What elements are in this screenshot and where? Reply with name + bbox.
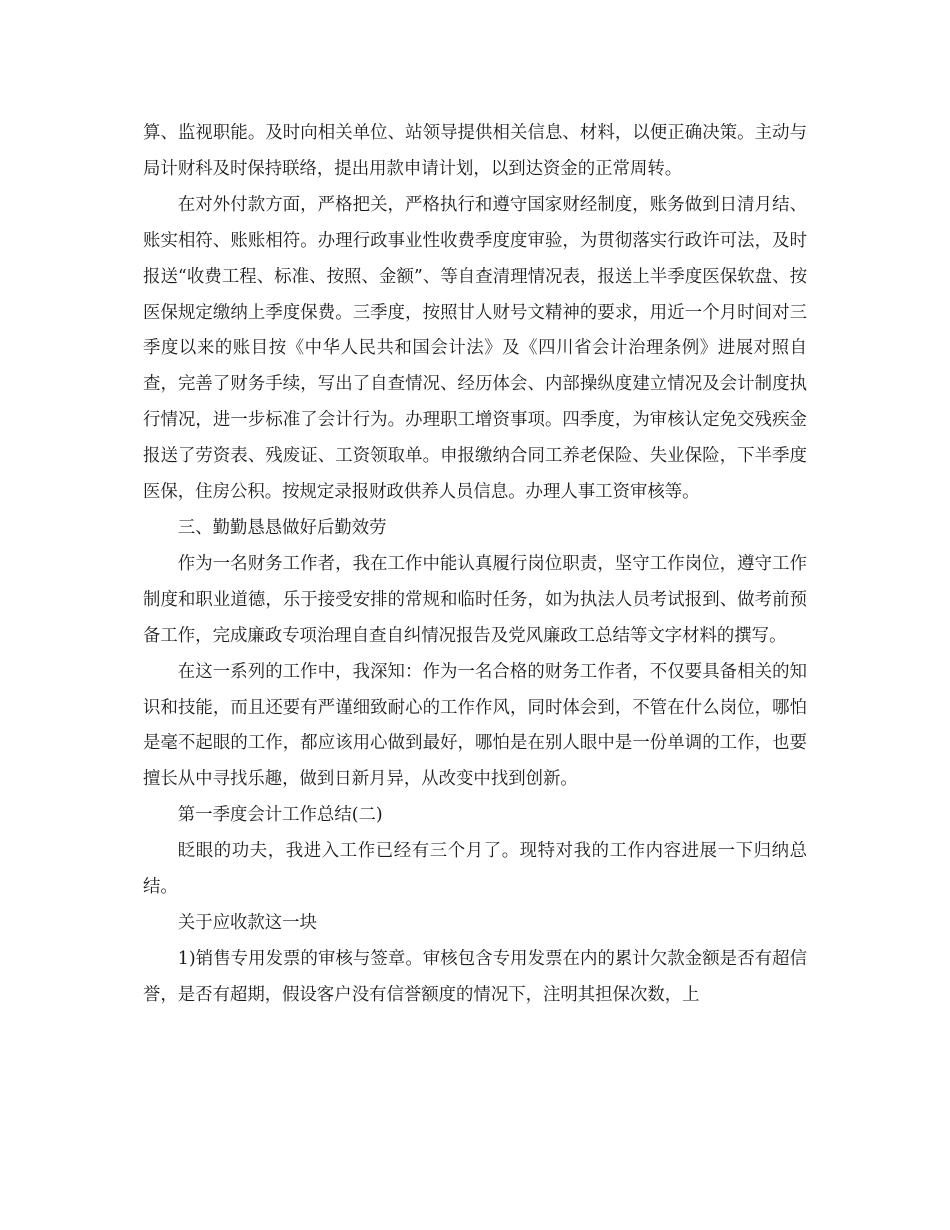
paragraph-external-payments: 在对外付款方面，严格把关，严格执行和遵守国家财经制度，账务做到日清月结、账实相符、账账相符。办理行政事业性收费季度度审验，为贯彻落实行政许可法，及时报送“收费工程、标准、按照、金额”、等自查清理情况表，报送上半季度医保软盘、按医保规定缴纳上季度保费。三季度，按照甘人财号文精神的要求，用近一个月时间对三季度以来的账目按《中华人民共和国会计法》及《四川省会计治理条例》进展对照自查，完善了财务手续，写出了自查情况、经历体会、内部操纵度建立情况及会计制度执行情况，进一步标准了会计行为。办理职工增资事项。四季度，为审核认定免交残疾金报送了劳资表、残废证、工资领取单。申报缴纳合同工养老保险、失业保险，下半季度医保，住房公积。按规定录报财政供养人员信息。办理人事工资审核等。: [143, 194, 807, 503]
paragraph-continuation: 算、监视职能。及时向相关单位、站领导提供相关信息、材料，以便正确决策。主动与局计财科及时保持联络，提出用款申请计划，以到达资金的正常周转。: [143, 123, 807, 179]
paragraph-intro: 眨眼的功夫，我进入工作已经有三个月了。现特对我的工作内容进展一下归纳总结。: [143, 841, 807, 898]
document-body: [143, 116, 807, 1014]
paragraph-job-duties: 作为一名财务工作者，我在工作中能认真履行岗位职责，坚守工作岗位，遵守工作制度和职业道德，乐于接受安排的常规和临时任务，如为执法人员考试报到、做考前预备工作，完成廉政专项治理自查自纠情况报告及党风廉政工总结等文字材料的撰写。: [143, 553, 807, 646]
paragraph-reflection: 在这一系列的工作中，我深知：作为一名合格的财务工作者，不仅要具备相关的知识和技能，而且还要有严谨细致耐心的工作作风，同时体会到，不管在什么岗位，哪怕是毫不起眼的工作，都应该用心做到最好，哪怕是在别人眼中是一份单调的工作，也要擅长从中寻找乐趣，做到日新月异，从改变中找到创新。: [143, 661, 807, 790]
section-heading-q1-summary: 第一季度会计工作总结(二): [177, 805, 383, 826]
section-heading-logistics: 三、勤勤恳恳做好后勤效劳: [177, 517, 387, 538]
paragraph-invoice-review: 1)销售专用发票的审核与签章。审核包含专用发票在内的累计欠款金额是否有超信誉，是否有超期，假设客户没有信誉额度的情况下，注明其担保次数，上: [143, 948, 807, 1005]
subheading-receivables: 关于应收款这一块: [177, 912, 317, 933]
